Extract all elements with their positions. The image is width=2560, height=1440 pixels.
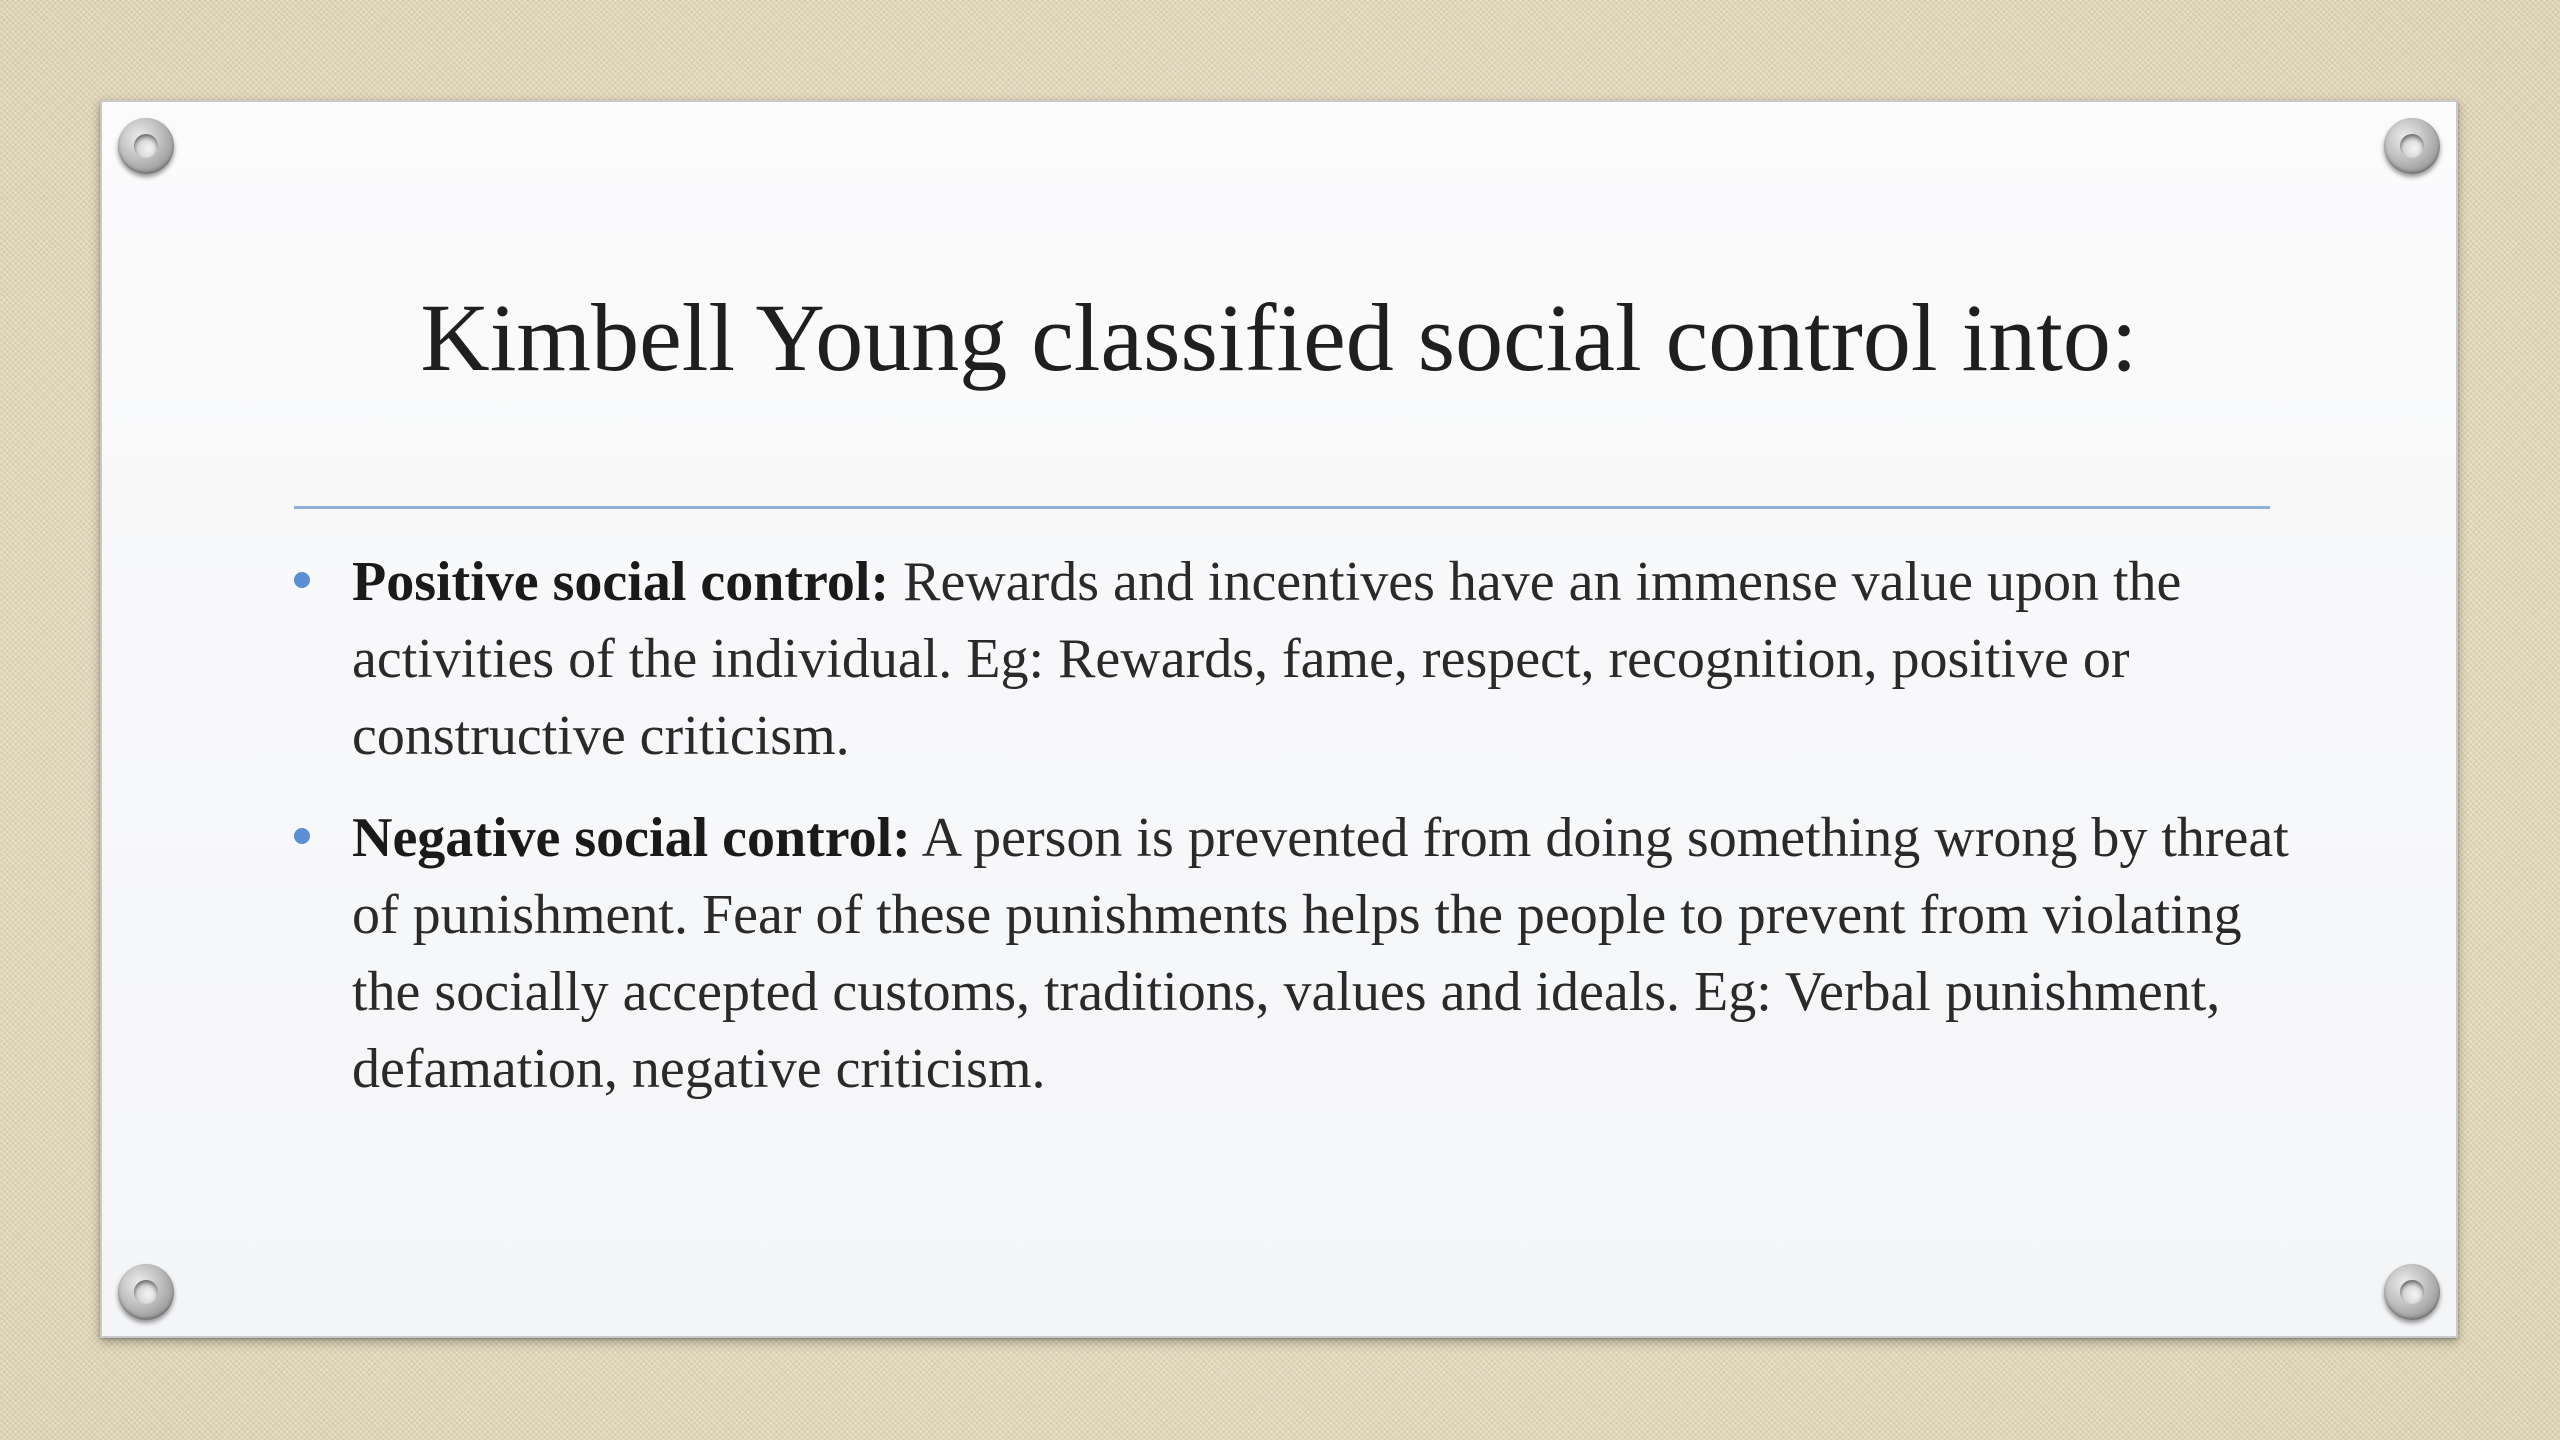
bullet-item-positive-social-control bbox=[294, 544, 2294, 775]
bullet-term: Positive social control: bbox=[352, 551, 890, 613]
bullet-dot-icon bbox=[294, 828, 310, 844]
title-divider bbox=[294, 506, 2270, 509]
grommet-icon-top-right bbox=[2384, 118, 2440, 174]
bullet-item-negative-social-control bbox=[294, 800, 2294, 1108]
bullet-list bbox=[294, 544, 2294, 1133]
grommet-icon-top-left bbox=[118, 118, 174, 174]
bullet-text: Rewards and incentives have an immense value upon the activities of the individual. Eg: Rewards, fame, respect, recognition, positive or constructive criticism. bbox=[352, 551, 2182, 767]
bullet-term: Negative social control: bbox=[352, 807, 911, 869]
slide-title: Kimbell Young classified social control into: bbox=[420, 284, 2138, 391]
grommet-icon-bottom-left bbox=[118, 1264, 174, 1320]
bullet-text: A person is prevented from doing something wrong by threat of punishment. Fear of these punishments helps the people to prevent from violating the socially accepted customs, traditions, values and ideals. Eg: Verbal punishment, defamation, negative criticism. bbox=[352, 807, 2289, 1100]
grommet-icon-bottom-right bbox=[2384, 1264, 2440, 1320]
slide-board bbox=[100, 100, 2458, 1338]
bullet-dot-icon bbox=[294, 572, 310, 588]
